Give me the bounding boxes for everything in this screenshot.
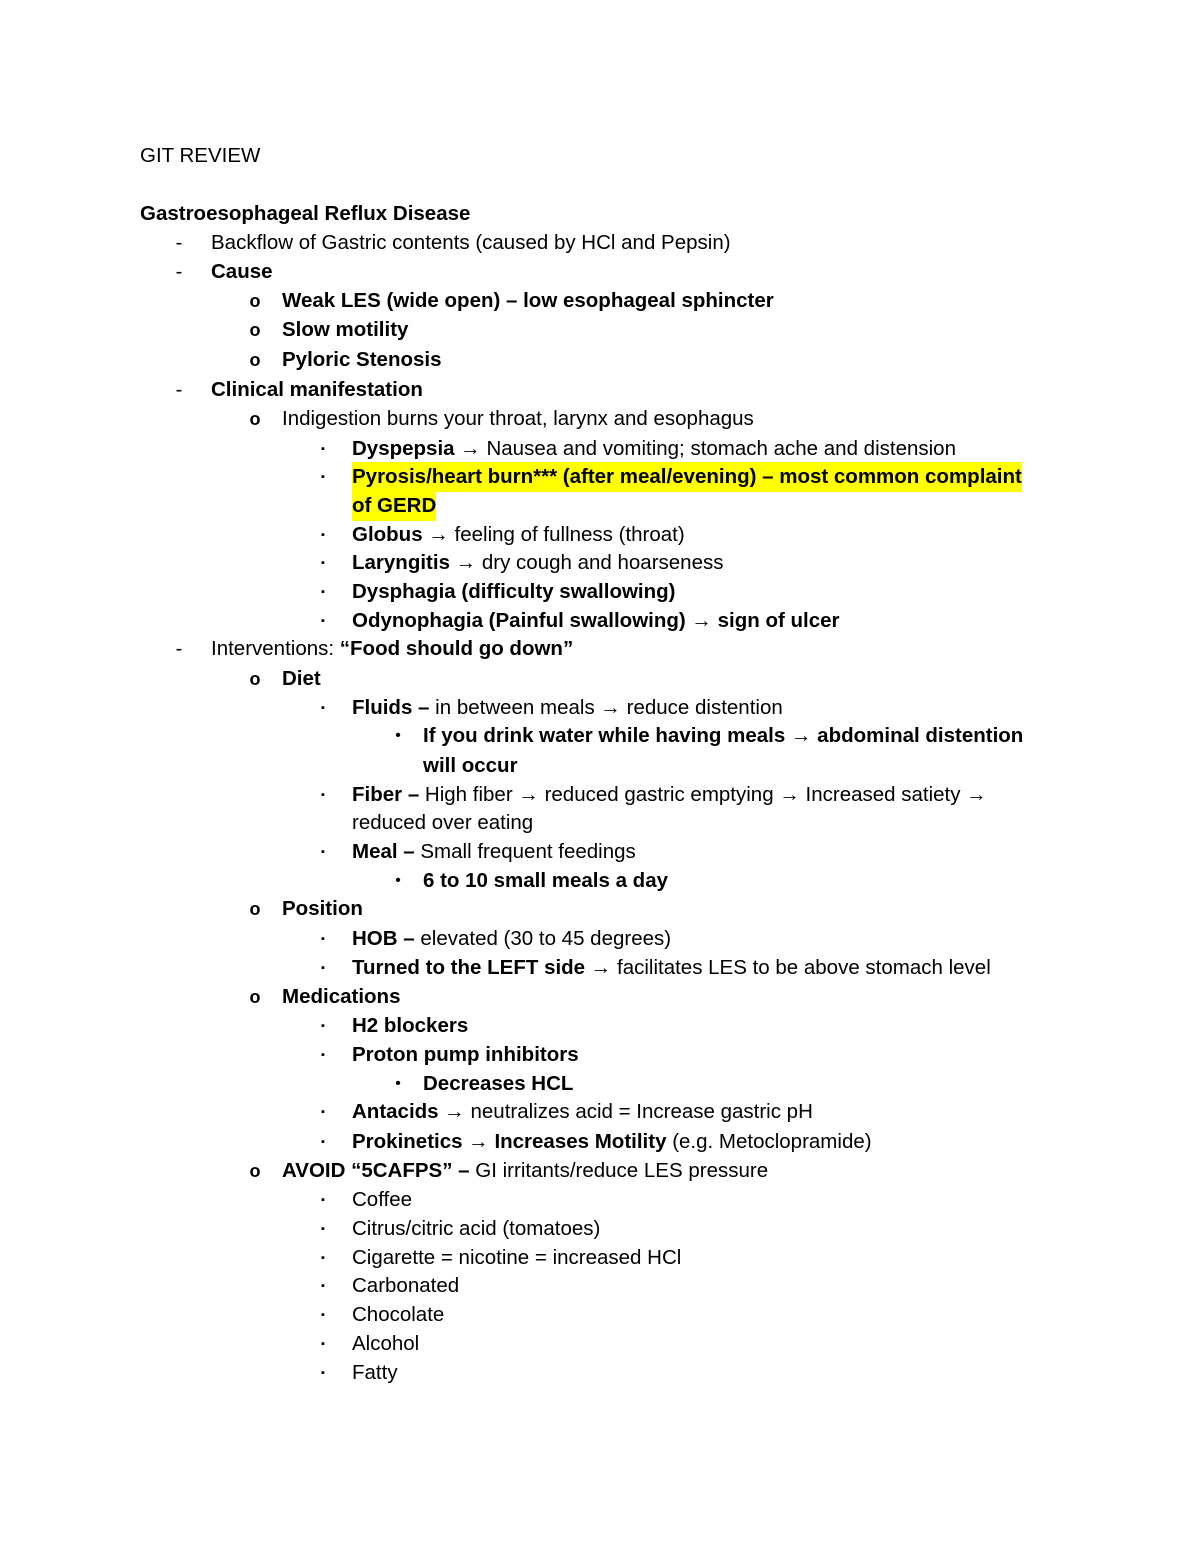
square-bullet: ▪ <box>321 1280 325 1292</box>
square-bullet: ▪ <box>321 933 325 945</box>
square-bullet: ▪ <box>321 529 325 541</box>
arrow-icon: → <box>455 551 477 574</box>
dash-bullet: - <box>175 232 183 254</box>
document-page: GIT REVIEW Gastroesophageal Reflux Disease - Backflow of Gastric contents (caused by HCl and Pepsin) - Cause o Weak LES (wide open) – low esophageal sphincter o Slow motility o Pyloric Stenosis - Clinical manifestation o Indigestion burns your throat, larynx and esophagus ▪ Dyspepsia → Nausea and vomiting; stomach ache and distension ▪ Pyrosis/heart burn*** (after meal/evening) – most common complaint of GERD ▪ Globus → feeling of fullness (throat) ▪ Laryngitis → dry cough and hoarseness ▪ Dysphagia (difficulty swallowing) ▪ Odynophagia (Painful swallowing) → sign of ulcer - Interventions: “Food should go down” o Diet ▪ Fluids – in between meals → reduce distention • If you drink water while having meals → abdominal distention will occur ▪ Fiber – High fiber → reduced gastric emptying → Increased satiety → reduced over eating ▪ Meal – Small frequent feedings • 6 to 10 small meals a day o Position ▪ HOB – elevated (30 to 45 degrees) ▪ Turned to the LEFT side → facilitates LES to be above stomach level o Medications ▪ H2 blockers ▪ Proton pump inhibitors • Decreases HCL ▪ Antacids → neutralizes acid = Increase gastric pH ▪ Prokinetics → Increases Motility (e.g. Metoclopramide) o AVOID “5CAFPS” – GI irritants/reduce LES pressure ▪ Coffee ▪ Citrus/citric acid (tomatoes) ▪ Cigarette = nicotine = increased HCl ▪ Carbonated ▪ Chocolate ▪ Alcohol ▪ Fatty <box>0 0 1200 1553</box>
arrow-icon: → <box>428 523 449 546</box>
square-bullet: ▪ <box>321 846 325 858</box>
arrow-icon: → <box>966 783 987 806</box>
square-bullet: ▪ <box>321 789 325 801</box>
circle-bullet: o <box>249 899 261 919</box>
square-bullet: ▪ <box>321 1194 325 1206</box>
square-bullet: ▪ <box>321 1049 325 1061</box>
square-bullet: ▪ <box>321 471 325 483</box>
square-bullet: ▪ <box>321 962 325 974</box>
arrow-icon: → <box>790 724 812 747</box>
circle-bullet: o <box>249 987 261 1007</box>
square-bullet: ▪ <box>321 443 325 455</box>
square-bullet: ▪ <box>321 1252 325 1264</box>
square-bullet: ▪ <box>321 1136 325 1148</box>
square-bullet: ▪ <box>321 557 325 569</box>
dash-bullet: - <box>175 261 183 283</box>
arrow-icon: → <box>444 1100 465 1123</box>
square-bullet: ▪ <box>321 1367 325 1379</box>
arrow-icon: → <box>779 783 800 806</box>
dot-bullet: • <box>395 872 401 889</box>
circle-bullet: o <box>249 669 261 689</box>
circle-bullet: o <box>249 1161 261 1181</box>
arrow-icon: → <box>590 956 612 979</box>
arrow-icon: → <box>691 609 712 632</box>
dash-bullet: - <box>175 379 183 401</box>
square-bullet: ▪ <box>321 615 325 627</box>
square-bullet: ▪ <box>321 1020 325 1032</box>
arrow-icon: → <box>600 696 621 719</box>
arrow-icon: → <box>468 1130 489 1153</box>
circle-bullet: o <box>249 291 261 311</box>
square-bullet: ▪ <box>321 1338 325 1350</box>
circle-bullet: o <box>249 320 261 340</box>
arrow-icon: → <box>460 437 481 460</box>
dot-bullet: • <box>395 727 401 744</box>
square-bullet: ▪ <box>321 1223 325 1235</box>
arrow-icon: → <box>518 783 539 806</box>
dot-bullet: • <box>395 1075 401 1092</box>
square-bullet: ▪ <box>321 1106 325 1118</box>
circle-bullet: o <box>249 350 261 370</box>
square-bullet: ▪ <box>321 702 325 714</box>
dash-bullet: - <box>175 638 183 660</box>
square-bullet: ▪ <box>321 586 325 598</box>
circle-bullet: o <box>249 409 261 429</box>
square-bullet: ▪ <box>321 1309 325 1321</box>
